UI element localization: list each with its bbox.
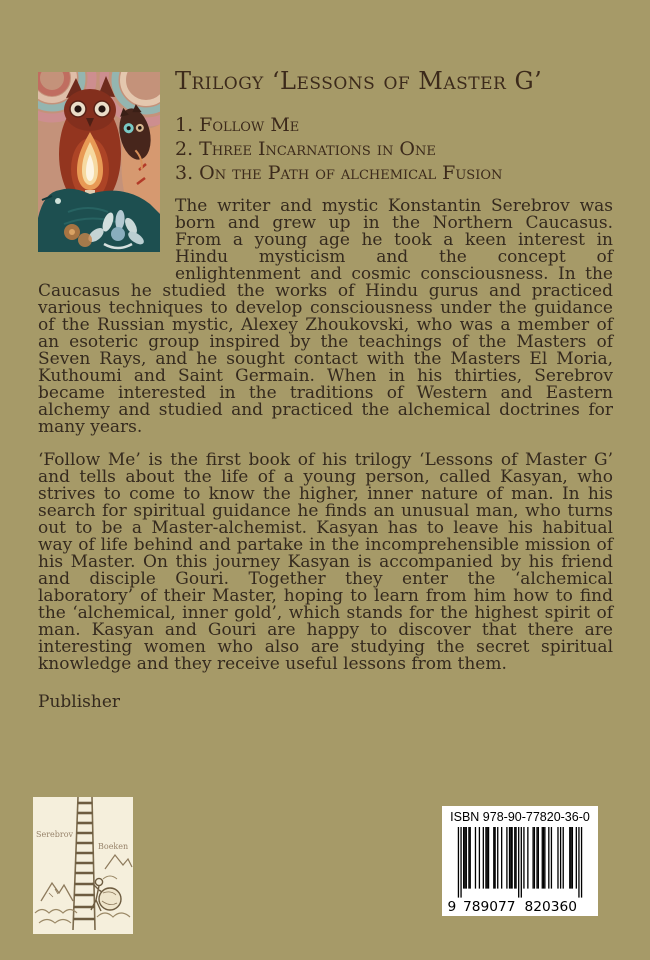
isbn-number: ISBN 978-90-77820-36-0 bbox=[450, 810, 590, 824]
author-bio-paragraph: The writer and mystic Konstantin Serebrov was born and grew up in the Northern Caucasus. From a young age he took a keen interest in Hindu mysticism and the concept of enlightenment and cosmic consciousness. In the Caucasus he studied the works of Hindu gurus and practiced various techniques to develop consciousness under the guidance of the Russian mystic, Alexey Zhoukovski, who was a member of an esoteric group inspired by the teachings of the Masters of Seven Rays, and he sought contact with the Masters El Moria, Kuthoumi and Saint Germain. When in his thirties, Serebrov became interested in the traditions of Western and Eastern alchemy and studied and practiced the alchemical doctrines for many years. bbox=[38, 196, 613, 437]
publisher-logo bbox=[33, 797, 133, 934]
book-list-item-3: 3. On the Path of alchemical Fusion bbox=[175, 162, 503, 184]
trilogy-title: Trilogy ‘Lessons of Master G’ bbox=[175, 67, 543, 95]
book-list-item-2: 2. Three Incarnations in One bbox=[175, 138, 436, 160]
isbn-barcode bbox=[442, 806, 598, 916]
logo-text-boeken: Boeken bbox=[98, 842, 129, 851]
cover-text-block bbox=[38, 68, 613, 711]
ladder-climber-illustration bbox=[33, 797, 133, 934]
book-list-item-1: 1. Follow Me bbox=[175, 114, 300, 136]
ean13-barcode-bars bbox=[446, 827, 594, 913]
logo-text-serebrov: Serebrov bbox=[36, 830, 74, 839]
barcode-digit-group-mid: 789077 bbox=[462, 899, 516, 913]
barcode-digit-group-right: 820360 bbox=[524, 899, 578, 913]
book-synopsis-paragraph: ‘Follow Me’ is the first book of his trilogy ‘Lessons of Master G’ and tells about the life of a young person, called Kasyan, who strives to come to know the higher, inner nature of man. In his search for spiritual guidance he finds an unusual man, who turns out to be a Master-alchemist. Kasyan has to leave his habitual way of life behind and partake in the incomprehensible mission of his Master. On this journey Kasyan is accompanied by his friend and disciple Gouri. Together they enter the ‘alchemical laboratory’ of their Master, hoping to learn from him how to find the ‘alchemical, inner gold’, which stands for the highest spirit of man. Kasyan and Gouri are happy to discover that there are interesting women who also are studying the secret spiritual knowledge and they receive useful lessons from them. bbox=[38, 450, 613, 674]
publisher-label: Publisher bbox=[38, 692, 121, 712]
barcode-digit-group-left: 9 bbox=[447, 899, 457, 913]
cover-art-owl-painting bbox=[38, 72, 160, 252]
owl-painting-illustration bbox=[38, 72, 160, 252]
